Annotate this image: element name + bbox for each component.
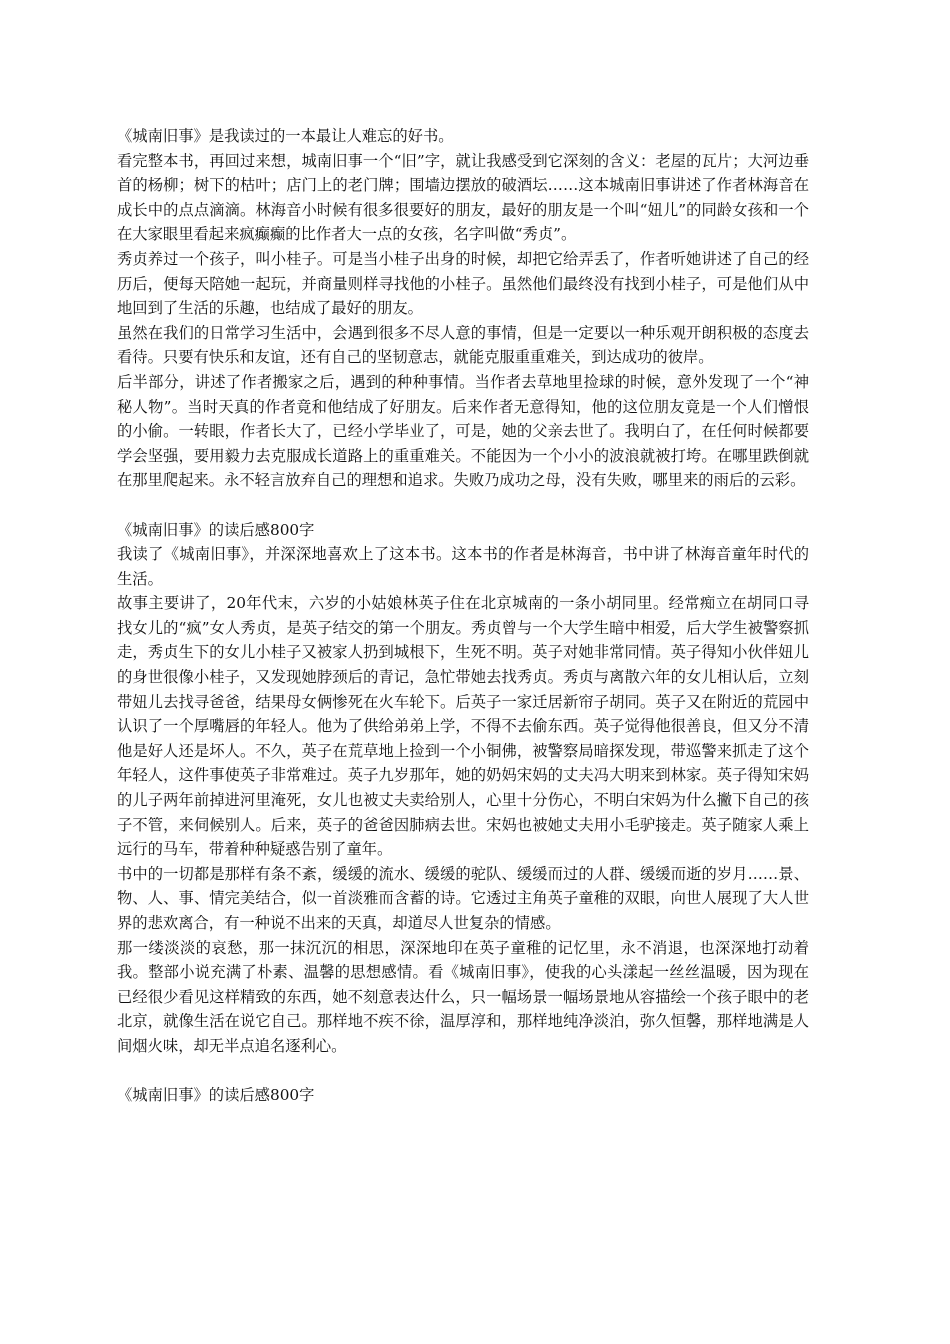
document-page	[117, 124, 809, 1108]
paragraph: 虽然在我们的日常学习生活中，会遇到很多不尽人意的事情，但是一定要以一种乐观开朗积极的态度去看待。只要有快乐和友谊，还有自己的坚韧意志，就能克服重重难关，到达成功的彼岸。	[117, 323, 809, 367]
paragraph: 故事主要讲了，20年代末，六岁的小姑娘林英子住在北京城南的一条小胡同里。经常痴立在胡同口寻找女儿的“疯”女人秀贞，是英子结交的第一个朋友。秀贞曾与一个大学生暗中相爱，后大学生被警察抓走，秀贞生下的女儿小桂子又被家人扔到城根下，生死不明。英子对她非常同情。英子得知小伙伴妞儿的身世很像小桂子，又发现她脖颈后的青记，急忙带她去找秀贞。秀贞与离散六年的女儿相认后，立刻带妞儿去找寻爸爸，结果母女俩惨死在火车轮下。后英子一家迁居新帘子胡同。英子又在附近的荒园中认识了一个厚嘴唇的年轻人。他为了供给弟弟上学，不得不去偷东西。英子觉得他很善良，但又分不清他是好人还是坏人。不久，英子在荒草地上捡到一个小铜佛，被警察局暗探发现，带巡警来抓走了这个年轻人，这件事使英子非常难过。英子九岁那年，她的奶妈宋妈的丈夫冯大明来到林家。英子得知宋妈的儿子两年前掉进河里淹死，女儿也被丈夫卖给别人，心里十分伤心，不明白宋妈为什么撇下自己的孩子不管，来伺候别人。后来，英子的爸爸因肺病去世。宋妈也被她丈夫用小毛驴接走。英子随家人乘上远行的马车，带着种种疑惑告别了童年。	[117, 594, 809, 859]
blank-line	[117, 1059, 809, 1084]
paragraph: 后半部分，讲述了作者搬家之后，遇到的种种事情。当作者去草地里捡球的时候，意外发现了一个“神秘人物”。当时天真的作者竟和他结成了好朋友。后来作者无意得知，他的这位朋友竟是一个人们憎恨的小偷。一转眼，作者长大了，已经小学毕业了，可是，她的父亲去世了。我明白了，在任何时候都要学会坚强，要用毅力去克服成长道路上的重重难关。不能因为一个小小的波浪就被打垮。在哪里跌倒就在那里爬起来。永不轻言放弃自己的理想和追求。失败乃成功之母，没有失败，哪里来的雨后的云彩。	[117, 372, 809, 490]
paragraph: 书中的一切都是那样有条不紊，缓缓的流水、缓缓的驼队、缓缓而过的人群、缓缓而逝的岁月……景、物、人、事、情完美结合，似一首淡雅而含蓄的诗。它透过主角英子童稚的双眼，向世人展现了大人世界的悲欢离合，有一种说不出来的天真，却道尽人世复杂的情感。	[117, 864, 809, 932]
paragraph: 看完整本书，再回过来想，城南旧事一个“旧”字，就让我感受到它深刻的含义：老屋的瓦片；大河边垂首的杨柳；树下的枯叶；店门上的老门牌；围墙边摆放的破酒坛……这本城南旧事讲述了作者林海音在成长中的点点滴滴。林海音小时候有很多很要好的朋友，最好的朋友是一个叫“妞儿”的同龄女孩和一个在大家眼里看起来疯癫癫的比作者大一点的女孩，名字叫做“秀贞”。	[117, 151, 809, 244]
section-heading: 《城南旧事》的读后感800字	[117, 520, 315, 539]
paragraph: 那一缕淡淡的哀愁，那一抹沉沉的相思，深深地印在英子童稚的记忆里，永不消退，也深深地打动着我。整部小说充满了朴素、温馨的思想感情。看《城南旧事》，使我的心头漾起一丝丝温暖，因为现在已经很少看见这样精致的东西，她不刻意表达什么，只一幅场景一幅场景地从容描绘一个孩子眼中的老北京，就像生活在说它自己。那样地不疾不徐，温厚淳和，那样地纯净淡泊，弥久恒馨，那样地满是人间烟火味，却无半点追名逐利心。	[117, 938, 809, 1055]
paragraph: 秀贞养过一个孩子，叫小桂子。可是当小桂子出身的时候，却把它给弄丢了，作者听她讲述了自己的经历后，便每天陪她一起玩，并商量则样寻找他的小桂子。虽然他们最终没有找到小桂子，可是他们从中地回到了生活的乐趣，也结成了最好的朋友。	[117, 249, 809, 318]
paragraph: 《城南旧事》是我读过的一本最让人难忘的好书。	[117, 127, 454, 145]
blank-line	[117, 493, 809, 518]
paragraph: 我读了《城南旧事》，并深深地喜欢上了这本书。这本书的作者是林海音，书中讲了林海音童年时代的生活。	[117, 545, 809, 588]
section-heading: 《城南旧事》的读后感800字	[117, 1086, 315, 1105]
